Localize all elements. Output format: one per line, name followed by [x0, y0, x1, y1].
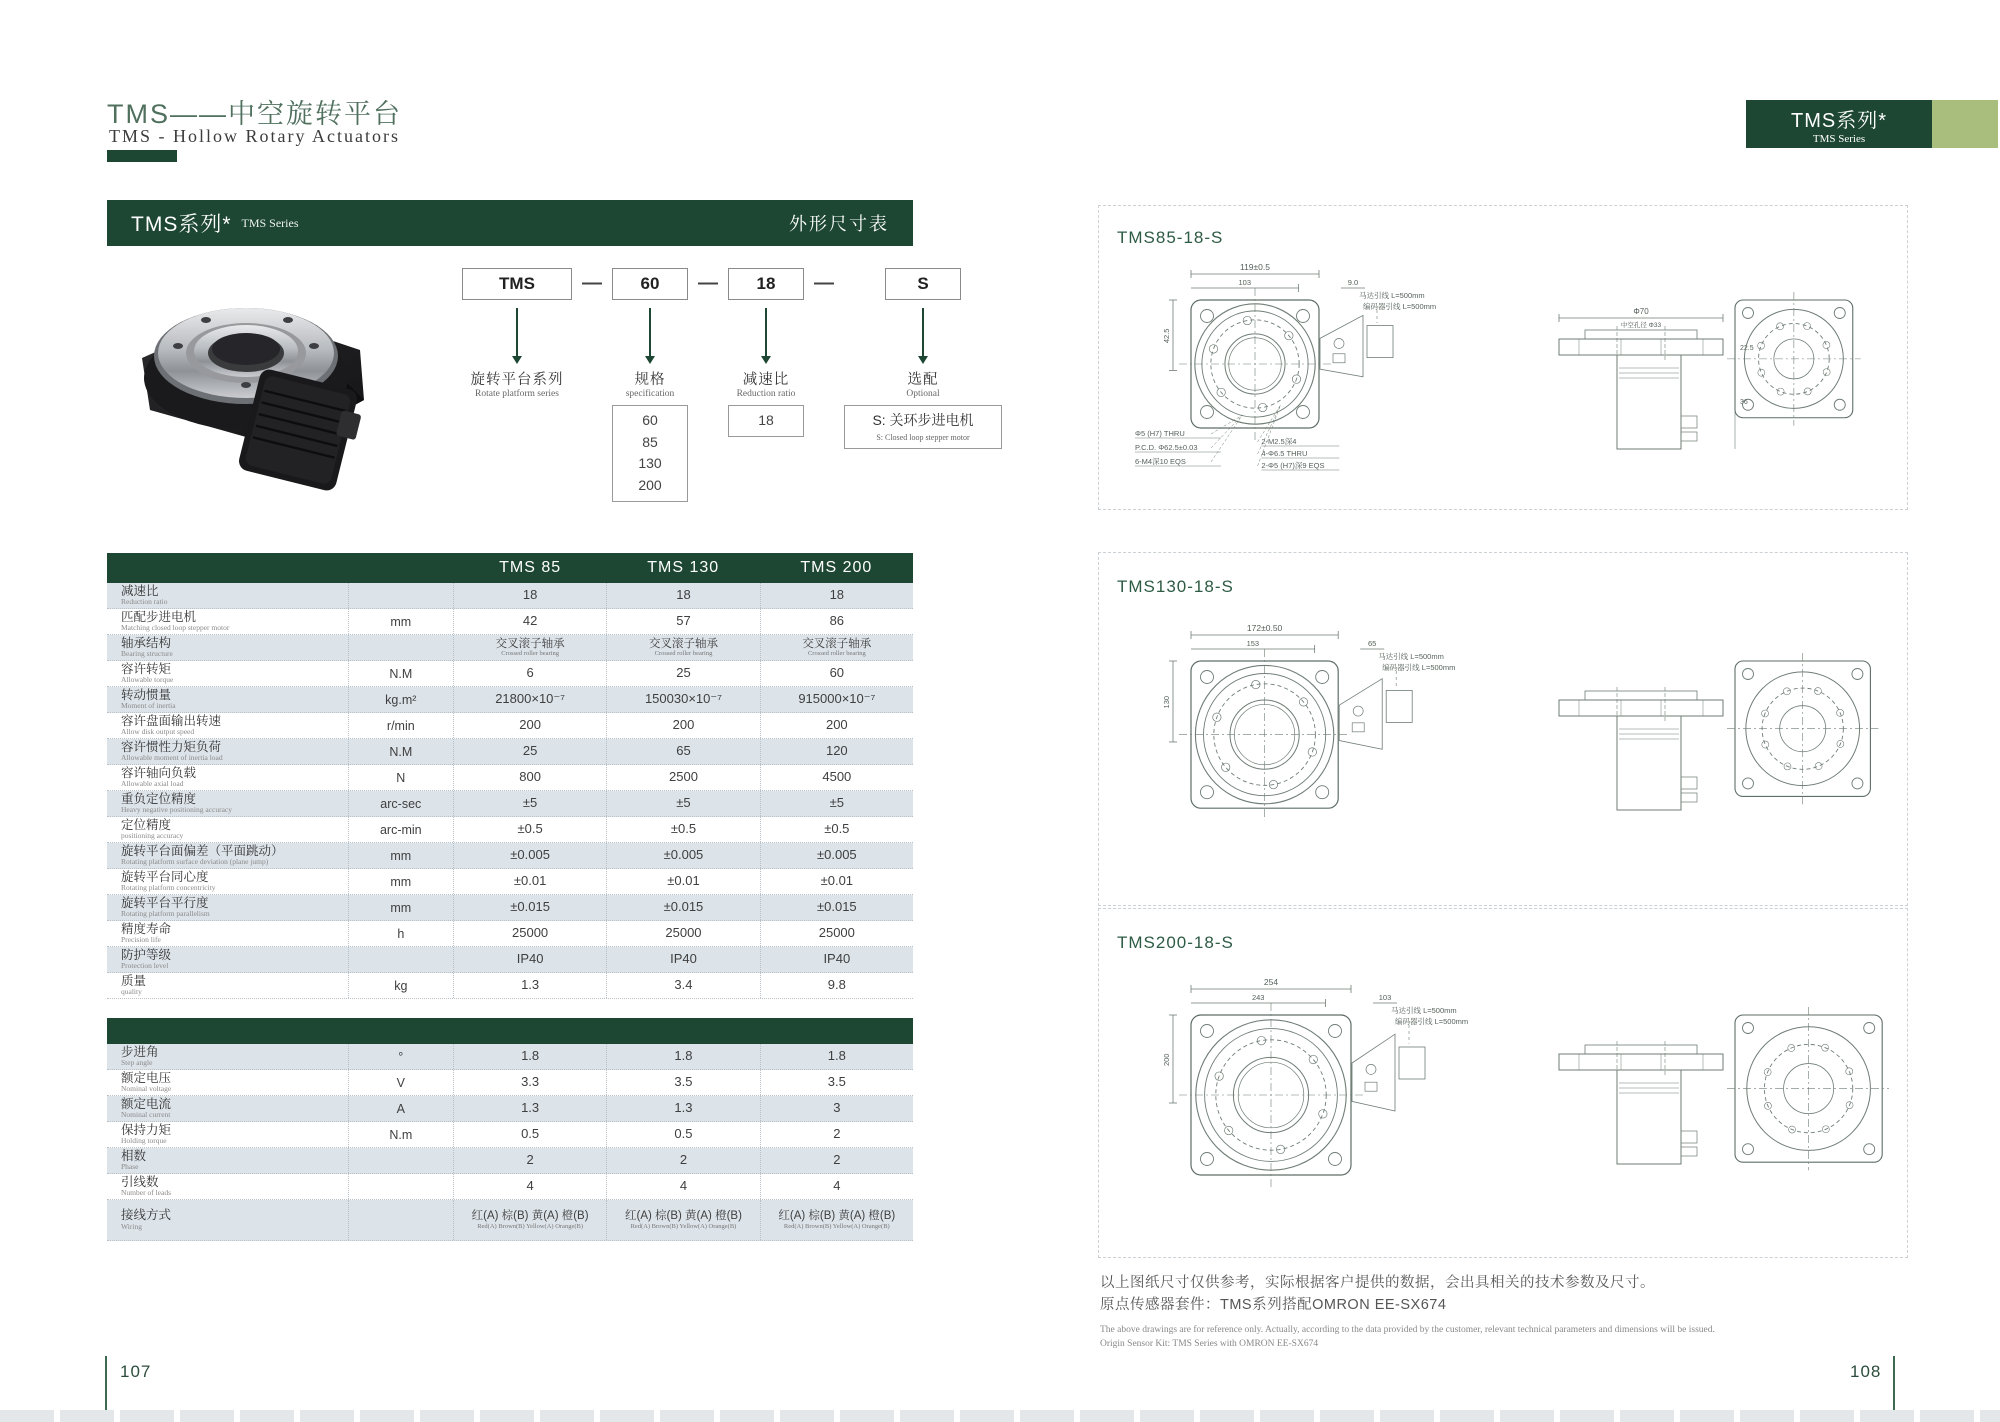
row-value: 6 — [453, 661, 606, 686]
arrow-line — [922, 308, 924, 356]
olive-accent-block — [1932, 100, 1998, 148]
crop-mark-right — [1893, 1356, 1895, 1412]
optional-options-box: S: 关环步进电机 S: Closed loop stepper motor — [844, 405, 1002, 449]
dimension-label: 200 — [1162, 1053, 1171, 1067]
dimension-label: 编码器引线 L=500mm — [1382, 663, 1456, 672]
row-label: 精度寿命 Precision life — [121, 921, 172, 945]
table-row — [107, 869, 913, 895]
row-label: 旋转平台同心度 Rotating platform concentricity — [121, 869, 216, 893]
table-row — [107, 921, 913, 947]
dimension-label: 中空孔径 Φ33 — [1620, 322, 1662, 329]
row-unit: mm — [348, 609, 453, 634]
row-value: 25000 — [606, 921, 759, 946]
dimension-label: Φ70 — [1633, 307, 1649, 316]
page-number-left: 107 — [120, 1362, 152, 1381]
row-value: ±0.015 — [760, 895, 913, 920]
legend-en: specification — [625, 389, 675, 399]
row-value: 60 — [760, 661, 913, 686]
row-value: ±0.015 — [453, 895, 606, 920]
row-unit: ° — [348, 1044, 453, 1069]
row-value: ±0.5 — [606, 817, 759, 842]
row-unit: N.M — [348, 661, 453, 686]
model-code-diagram — [462, 268, 1002, 502]
row-value: 3.5 — [606, 1070, 759, 1095]
row-value: 200 — [606, 713, 759, 738]
row-label: 重负定位精度 Heavy negative positioning accuracy — [121, 791, 232, 815]
title-accent-bar — [107, 150, 177, 162]
row-label: 定位精度 positioning accuracy — [121, 817, 184, 841]
dimension-label: 马达引线 L=500mm — [1378, 652, 1444, 661]
row-value: 9.8 — [760, 973, 913, 998]
footnote-cn-1: 以上图纸尺寸仅供参考，实际根据客户提供的数据，会出具相关的技术参数及尺寸。 — [1100, 1275, 1655, 1291]
right-series-bar — [1746, 100, 1932, 148]
row-value: 3.5 — [760, 1070, 913, 1095]
crop-mark-left — [105, 1356, 107, 1412]
dimension-label: 6-M4深10 EQS — [1135, 457, 1186, 466]
table-row — [107, 713, 913, 739]
dimension-table-label: 外形尺寸表 — [789, 214, 889, 234]
spec-table — [107, 553, 913, 999]
dimension-label: 130 — [1162, 695, 1171, 709]
dimension-label: 2-M2.5深4 — [1261, 437, 1297, 446]
row-unit: mm — [348, 869, 453, 894]
row-value: 3.3 — [453, 1070, 606, 1095]
dash: — — [582, 272, 602, 294]
row-label: 容许惯性力矩负荷 Allowable moment of inertia load — [121, 739, 223, 763]
row-unit — [348, 635, 453, 660]
dash: — — [814, 272, 834, 294]
row-value: 交叉滚子轴承 Crossed roller bearing — [760, 635, 913, 660]
table-row — [107, 635, 913, 661]
spec-options-box: 60 85 130 200 — [612, 405, 688, 502]
spec-table-header — [107, 553, 913, 583]
table-row — [107, 973, 913, 999]
row-value: ±0.005 — [453, 843, 606, 868]
row-value: ±0.005 — [606, 843, 759, 868]
row-value: 1.3 — [606, 1096, 759, 1121]
series-label-cn: TMS系列* — [131, 213, 232, 236]
arrow-head — [761, 356, 771, 364]
row-value: ±5 — [453, 791, 606, 816]
col-header-tms200: TMS 200 — [800, 559, 873, 576]
dimension-label: Φ5 (H7) THRU — [1135, 429, 1185, 438]
row-unit: N.M — [348, 739, 453, 764]
row-label: 引线数 Number of leads — [121, 1174, 171, 1198]
row-value: 86 — [760, 609, 913, 634]
table-row — [107, 765, 913, 791]
row-unit — [348, 1200, 453, 1240]
rotary-actuator-image — [128, 250, 384, 496]
table-row — [107, 791, 913, 817]
row-label: 防护等级 Protection level — [121, 947, 172, 971]
dimension-label: 119±0.5 — [1239, 262, 1271, 272]
series-label-cn: TMS系列* — [1791, 109, 1887, 132]
arrow-line — [649, 308, 651, 356]
table-row — [107, 895, 913, 921]
row-value: ±5 — [760, 791, 913, 816]
row-label: 额定电压 Nominal voltage — [121, 1070, 172, 1094]
series-label-en: TMS Series — [1812, 132, 1866, 145]
dimension-label: 103 — [1238, 278, 1252, 287]
table-row — [107, 1200, 913, 1241]
row-value: 120 — [760, 739, 913, 764]
row-value: 0.5 — [606, 1122, 759, 1147]
legend-cn: 规格 — [634, 372, 666, 388]
page-title-en: TMS - Hollow Rotary Actuators — [109, 126, 400, 146]
row-value: ±0.01 — [760, 869, 913, 894]
col-header-tms130: TMS 130 — [647, 559, 720, 576]
row-label: 相数 Phase — [121, 1148, 147, 1172]
table-row — [107, 609, 913, 635]
table-row — [107, 1174, 913, 1200]
row-unit: V — [348, 1070, 453, 1095]
dimension-label: 马达引线 L=500mm — [1359, 291, 1425, 300]
drawing-model-label: TMS130-18-S — [1117, 577, 1234, 596]
product-photo — [128, 250, 384, 496]
dimension-label: 36 — [1740, 399, 1748, 406]
row-value: 42 — [453, 609, 606, 634]
row-label: 旋转平台平行度 Rotating platform parallelism — [121, 895, 210, 919]
row-label: 保持力矩 Holding torque — [121, 1122, 172, 1146]
row-value: 2500 — [606, 765, 759, 790]
row-value: 2 — [760, 1122, 913, 1147]
row-unit: mm — [348, 895, 453, 920]
row-value: ±0.01 — [606, 869, 759, 894]
technical-drawing — [1129, 969, 1889, 1239]
motor-table-header — [107, 1018, 913, 1044]
footnote-en-1: The above drawings are for reference only. Actually, according to the data provided by the customer, relevant technical parameters and dimensions will be issued. — [1100, 1324, 1715, 1335]
drawing-section-tms130 — [1098, 552, 1908, 906]
row-value: ±0.5 — [453, 817, 606, 842]
model-code-optional — [844, 268, 1002, 449]
table-row — [107, 687, 913, 713]
table-row — [107, 739, 913, 765]
row-value: 21800×10⁻⁷ — [453, 687, 606, 712]
model-code-series — [462, 268, 572, 399]
row-value: IP40 — [760, 947, 913, 972]
row-label: 转动惯量 Moment of inertia — [121, 687, 176, 711]
row-value: 红(A) 棕(B) 黄(A) 橙(B) Red(A) Brown(B) Yellow(A) Orange(B) — [606, 1200, 759, 1240]
legend-en: Optional — [906, 389, 940, 399]
model-box-ratio: 18 — [728, 268, 804, 300]
motor-table-body — [107, 1044, 913, 1241]
col-header-tms85: TMS 85 — [499, 559, 562, 576]
table-row — [107, 1122, 913, 1148]
ratio-options-box: 18 — [728, 405, 804, 437]
row-value: 3.4 — [606, 973, 759, 998]
dimension-label: P.C.D. Φ62.5±0.03 — [1135, 443, 1198, 452]
row-unit: N — [348, 765, 453, 790]
row-value: 57 — [606, 609, 759, 634]
row-unit: A — [348, 1096, 453, 1121]
spec-table-body — [107, 583, 913, 999]
legend-cn: 选配 — [907, 372, 939, 388]
model-code-ratio — [728, 268, 804, 437]
row-value: IP40 — [606, 947, 759, 972]
drawing-section-tms85 — [1098, 205, 1908, 510]
row-value: 交叉滚子轴承 Crossed roller bearing — [453, 635, 606, 660]
row-value: ±0.005 — [760, 843, 913, 868]
row-value: 1.8 — [760, 1044, 913, 1069]
row-unit: mm — [348, 843, 453, 868]
row-value: 红(A) 棕(B) 黄(A) 橙(B) Red(A) Brown(B) Yellow(A) Orange(B) — [760, 1200, 913, 1240]
row-value: 200 — [760, 713, 913, 738]
dimension-label: 243 — [1251, 993, 1265, 1002]
dimension-label: 9.0 — [1347, 278, 1359, 287]
table-row — [107, 947, 913, 973]
row-value: 0.5 — [453, 1122, 606, 1147]
dimension-label: 编码器引线 L=500mm — [1395, 1017, 1469, 1026]
row-label: 容许盘面输出转速 Allow disk output speed — [121, 713, 222, 737]
page-number-right: 108 — [1850, 1362, 1882, 1381]
row-value: 红(A) 棕(B) 黄(A) 橙(B) Red(A) Brown(B) Yellow(A) Orange(B) — [453, 1200, 606, 1240]
arrow-head — [918, 356, 928, 364]
row-value: 4 — [760, 1174, 913, 1199]
dash: — — [698, 272, 718, 294]
row-value: 65 — [606, 739, 759, 764]
table-row — [107, 1070, 913, 1096]
table-row — [107, 1148, 913, 1174]
legend-en: Reduction ratio — [736, 389, 796, 399]
row-value: 150030×10⁻⁷ — [606, 687, 759, 712]
row-value: 1.3 — [453, 1096, 606, 1121]
row-value: ±0.01 — [453, 869, 606, 894]
row-label: 旋转平台面偏差（平面跳动） Rotating platform surface deviation (plane jump) — [121, 843, 284, 867]
legend-cn: 旋转平台系列 — [470, 372, 564, 388]
technical-drawing — [1129, 254, 1889, 502]
row-unit: arc-min — [348, 817, 453, 842]
page-title-cn: TMS——中空旋转平台 — [107, 99, 402, 129]
row-unit — [348, 583, 453, 608]
row-label: 容许轴向负载 Allowable axial load — [121, 765, 197, 789]
arrow-head — [645, 356, 655, 364]
motor-table — [107, 1018, 913, 1241]
row-unit: arc-sec — [348, 791, 453, 816]
arrow-head — [512, 356, 522, 364]
row-value: 18 — [760, 583, 913, 608]
row-value: 25 — [453, 739, 606, 764]
row-label: 匹配步进电机 Matching closed loop stepper motor — [121, 609, 230, 633]
row-label: 接线方式 Wiring — [121, 1208, 172, 1231]
model-box-optional: S — [885, 268, 961, 300]
row-value: 4 — [606, 1174, 759, 1199]
row-value: 2 — [453, 1148, 606, 1173]
row-value: 800 — [453, 765, 606, 790]
row-value: 交叉滚子轴承 Crossed roller bearing — [606, 635, 759, 660]
row-value: 1.3 — [453, 973, 606, 998]
dimension-label: 22.5 — [1740, 345, 1754, 352]
dimension-label: 172±0.50 — [1246, 623, 1283, 633]
row-value: 1.8 — [453, 1044, 606, 1069]
model-box-series: TMS — [462, 268, 572, 300]
row-value: ±5 — [606, 791, 759, 816]
dimension-label: 4-Φ6.5 THRU — [1261, 449, 1308, 458]
bottom-registration-strip — [0, 1410, 2000, 1422]
table-row — [107, 661, 913, 687]
row-unit: kg.m² — [348, 687, 453, 712]
row-value: ±0.015 — [606, 895, 759, 920]
dimension-label: 编码器引线 L=500mm — [1363, 302, 1437, 311]
drawing-model-label: TMS200-18-S — [1117, 933, 1234, 952]
row-label: 轴承结构 Bearing structure — [121, 635, 173, 659]
table-row — [107, 817, 913, 843]
row-value: 4 — [453, 1174, 606, 1199]
row-label: 额定电流 Nominal current — [121, 1096, 172, 1120]
row-unit — [348, 1174, 453, 1199]
technical-drawing — [1129, 615, 1889, 885]
row-value: 1.8 — [606, 1044, 759, 1069]
row-value: 2 — [606, 1148, 759, 1173]
row-label: 减速比 Reduction ratio — [121, 583, 168, 607]
arrow-line — [516, 308, 518, 356]
table-row — [107, 843, 913, 869]
row-value: 25000 — [760, 921, 913, 946]
row-value: 200 — [453, 713, 606, 738]
row-unit — [348, 947, 453, 972]
dimension-label: 254 — [1263, 977, 1279, 987]
dimension-label: 马达引线 L=500mm — [1391, 1006, 1457, 1015]
legend-cn: 减速比 — [742, 372, 790, 388]
footnote — [1100, 1272, 1920, 1351]
table-row — [107, 1044, 913, 1070]
model-code-spec — [612, 268, 688, 502]
row-value: 3 — [760, 1096, 913, 1121]
arrow-line — [765, 308, 767, 356]
row-value: 18 — [453, 583, 606, 608]
row-value: 2 — [760, 1148, 913, 1173]
row-unit: N.m — [348, 1122, 453, 1147]
row-unit — [348, 1148, 453, 1173]
row-unit: h — [348, 921, 453, 946]
dimension-label: 42.5 — [1162, 328, 1171, 344]
row-unit: r/min — [348, 713, 453, 738]
dimension-label: 153 — [1246, 639, 1260, 648]
row-value: 915000×10⁻⁷ — [760, 687, 913, 712]
footnote-cn-2: 原点传感器套件：TMS系列搭配OMRON EE-SX674 — [1100, 1297, 1447, 1314]
dimension-label: 103 — [1378, 993, 1392, 1002]
row-unit: kg — [348, 973, 453, 998]
table-row — [107, 1096, 913, 1122]
series-label-en: TMS Series — [241, 215, 299, 230]
row-value: 25 — [606, 661, 759, 686]
table-row — [107, 583, 913, 609]
row-value: 4500 — [760, 765, 913, 790]
section-bar-dimensions — [107, 200, 913, 246]
row-label: 质量 quality — [121, 973, 147, 997]
row-value: 25000 — [453, 921, 606, 946]
dimension-label: 65 — [1368, 639, 1377, 648]
footnote-en-2: Origin Sensor Kit: TMS Series with OMRON EE-SX674 — [1100, 1339, 1319, 1350]
model-box-spec: 60 — [612, 268, 688, 300]
drawing-section-tms200 — [1098, 908, 1908, 1258]
legend-en: Rotate platform series — [475, 389, 559, 399]
row-value: IP40 — [453, 947, 606, 972]
dimension-label: 2-Φ5 (H7)深9 EQS — [1261, 461, 1325, 470]
row-value: 18 — [606, 583, 759, 608]
drawing-model-label: TMS85-18-S — [1117, 228, 1224, 247]
row-label: 步进角 Step angle — [121, 1044, 159, 1068]
row-label: 容许转矩 Allowable torque — [121, 661, 174, 685]
row-value: ±0.5 — [760, 817, 913, 842]
